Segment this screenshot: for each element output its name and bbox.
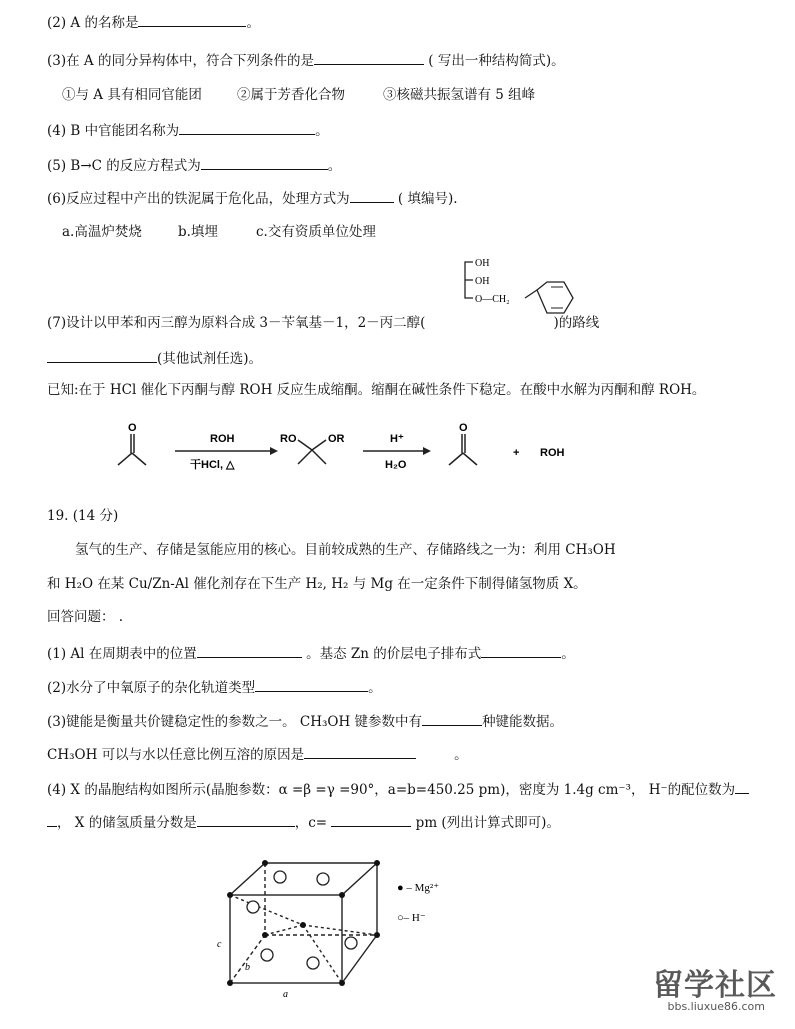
ketal-or-label: OR — [328, 433, 345, 445]
q18-6-option-a: a.高温炉焚烧 — [62, 224, 142, 240]
reagent2-top: H⁺ — [390, 433, 404, 445]
answer-blank[interactable] — [481, 643, 561, 658]
answer-blank[interactable] — [422, 711, 482, 726]
mg-ion — [227, 980, 233, 986]
mg-ion — [300, 922, 306, 928]
h-ion — [274, 871, 286, 883]
q18-3: (3)在 A 的同分异构体中，符合下列条件的是 ( 写出一种结构简式)。 — [47, 50, 565, 70]
answer-blank[interactable] — [197, 643, 302, 658]
internal-bond — [303, 925, 342, 983]
axis-a-label: a — [283, 989, 288, 1000]
mg-ion — [339, 892, 345, 898]
mg-ion — [262, 860, 268, 866]
connecting-edge — [342, 863, 377, 895]
h-ion — [317, 873, 329, 885]
watermark-logo: 留学社区 — [653, 968, 777, 1003]
q18-6-option-c: c.交有资质单位处理 — [256, 224, 376, 240]
internal-bond — [265, 925, 303, 935]
answer-blank[interactable] — [201, 155, 328, 170]
mg-ion — [339, 980, 345, 986]
q19-4-line1: (4) X 的晶胞结构如图所示(晶胞参数：α =β =γ =90°，a=b=450.25 pm)，密度为 1.4g cm⁻³， H⁻的配位数为 — [47, 779, 749, 799]
internal-bond — [230, 895, 303, 925]
h-ion — [307, 957, 319, 969]
carbonyl-o-label: O — [128, 422, 137, 434]
ketal-bond — [312, 440, 326, 450]
acetone-bond — [118, 453, 132, 465]
watermark-url: bbs.liuxue86.com — [667, 1000, 765, 1013]
reagent1-top: ROH — [210, 433, 235, 445]
mg-ion — [262, 932, 268, 938]
reagent1-bottom: 干HCl, △ — [190, 459, 235, 471]
ketal-ro-label: RO — [280, 433, 297, 445]
carbonyl-o-label: O — [459, 422, 468, 434]
q18-5: (5) B→C 的反应方程式为 。 — [47, 155, 341, 175]
q19-2: (2)水分了中氧原子的杂化轨道类型 。 — [47, 677, 382, 697]
q18-6-option-b: b.填埋 — [178, 224, 218, 240]
reagent2-bottom: H₂O — [385, 459, 407, 471]
known-info: 已知:在于 HCl 催化下丙酮与醇 ROH 反应生成缩酮。缩酮在碱性条件下稳定。在酸中水解为丙酮和醇 ROH。 — [47, 382, 706, 398]
och2-label: O—CH₂ — [475, 294, 510, 305]
answer-blank[interactable] — [138, 12, 246, 27]
benzyl-bond — [525, 290, 537, 298]
answer-blank[interactable] — [47, 812, 57, 827]
answer-blank[interactable] — [735, 779, 749, 794]
axis-c-label: c — [217, 939, 222, 950]
q19-3b: CH₃OH 可以与水以任意比例互溶的原因是 。 — [47, 744, 468, 764]
arrowhead-2 — [423, 447, 431, 455]
answer-blank[interactable] — [314, 50, 424, 65]
answer-blank[interactable] — [197, 812, 295, 827]
ketal-bond — [298, 440, 312, 450]
q18-4: (4) B 中官能团名称为 。 — [47, 120, 329, 140]
q18-2: (2) A 的名称是 。 — [47, 12, 260, 32]
q18-7-tail: (其他试剂任选)。 — [47, 348, 262, 368]
q18-6: (6)反应过程中产出的铁泥属于危化品，处理方式为 ( 填编号). — [47, 188, 458, 208]
acetone-bond — [132, 453, 146, 465]
q18-3-condition-1: ①与 A 具有相同官能团 — [62, 87, 202, 103]
answer-blank[interactable] — [350, 188, 394, 203]
h-ion — [261, 949, 273, 961]
acetone-bond — [449, 453, 463, 465]
q19-1: (1) Al 在周期表中的位置 。基态 Zn 的价层电子排布式 。 — [47, 643, 575, 663]
benzyloxy-propanediol-structure — [455, 255, 590, 321]
q18-7: (7)设计以甲苯和丙三醇为原料合成 3－苄氧基－1，2－丙二醇( )的路线 — [47, 315, 600, 331]
axis-b-label: b — [245, 962, 250, 973]
connecting-edge — [230, 863, 265, 895]
oh-label-1: OH — [475, 258, 490, 269]
mg-ion — [374, 860, 380, 866]
answer-blank[interactable] — [255, 677, 368, 692]
q19-3a: (3)键能是衡量共价键稳定性的参数之一。 CH₃OH 键参数中有 种键能数据。 — [47, 711, 563, 731]
ketal-bond — [312, 450, 326, 464]
q19-4-line2: ， X 的储氢质量分数是 ，c= pm (列出计算式即可)。 — [47, 812, 560, 832]
ketal-bond — [298, 450, 312, 464]
q19-header: 19. (14 分) — [47, 508, 119, 524]
arrowhead-1 — [270, 447, 278, 455]
crystal-cell-diagram — [205, 855, 465, 1005]
oh-label-2: OH — [475, 276, 490, 287]
connecting-edge-hidden — [230, 935, 265, 983]
h-ion — [247, 901, 259, 913]
h-ion — [345, 937, 357, 949]
q18-3-condition-3: ③核磁共振氢谱有 5 组峰 — [383, 87, 536, 103]
h-ions — [247, 871, 357, 969]
q18-3-condition-2: ②属于芳香化合物 — [237, 87, 345, 103]
q19-intro-2: 和 H₂O 在某 Cu/Zn-Al 催化剂存在下生产 H₂, H₂ 与 Mg 在一定条件下制得储氢物质 X。 — [47, 576, 587, 592]
ketal-reaction-scheme — [110, 420, 590, 490]
q19-intro-1: 氢气的生产、存储是氢能应用的核心。目前较成熟的生产、存储路线之一为：利用 CH₃OH — [75, 542, 616, 558]
answer-blank[interactable] — [179, 120, 315, 135]
answer-blank[interactable] — [331, 812, 411, 827]
plus-sign: + — [513, 447, 520, 459]
answer-blank[interactable] — [47, 348, 157, 363]
legend-mg: ● – Mg²⁺ — [397, 882, 440, 894]
answer-blank[interactable] — [304, 744, 416, 759]
internal-bond — [303, 925, 377, 935]
roh-product: ROH — [540, 447, 565, 459]
mg-ion — [227, 892, 233, 898]
acetone-bond — [463, 453, 477, 465]
q19-answer-prompt: 回答问题： . — [47, 609, 124, 625]
legend-h: ○– H⁻ — [397, 912, 426, 924]
mg-ion — [374, 932, 380, 938]
